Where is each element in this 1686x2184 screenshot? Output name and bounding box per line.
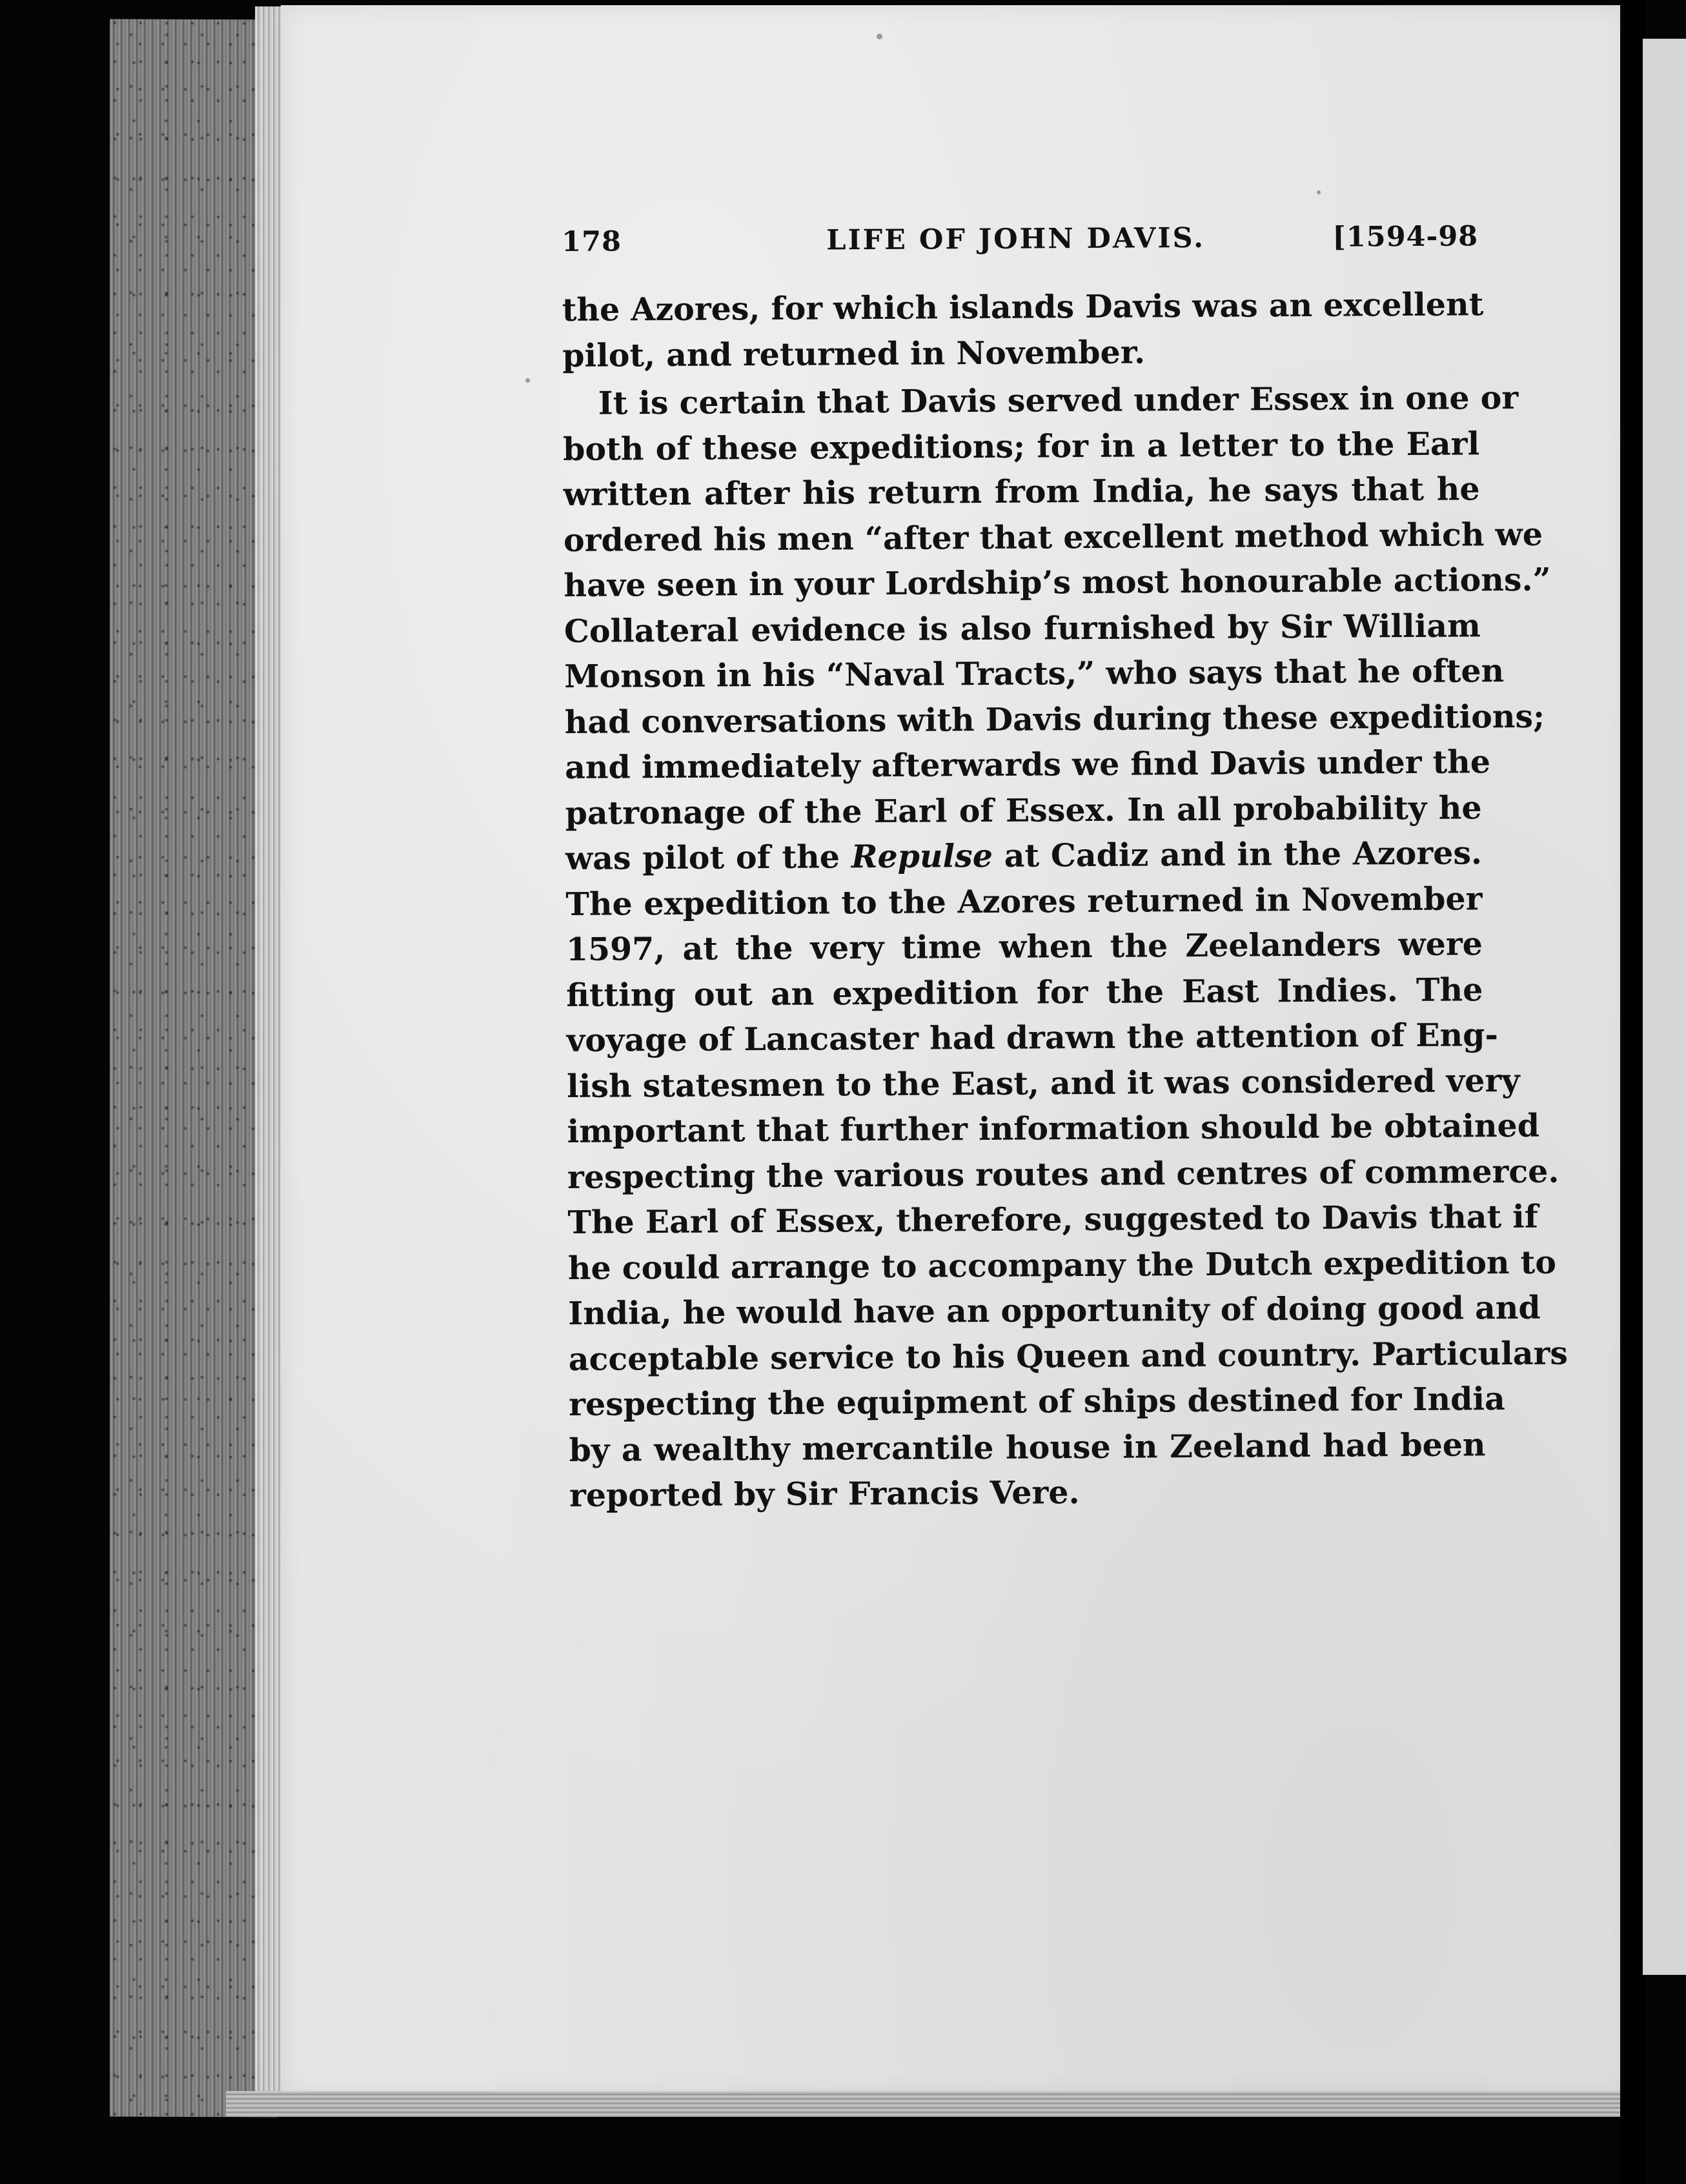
text-line: Collateral evidence is also furnished by Sir William <box>564 606 1481 650</box>
paragraph-2 <box>562 375 1569 1518</box>
text-line: India, he would have an opportunity of doing good and <box>568 1288 1541 1332</box>
page-number: 178 <box>562 225 622 258</box>
text-line-with-italic <box>565 830 1482 881</box>
text-line: had conversations with Davis during these expeditions; <box>564 697 1545 741</box>
text-line: reported by Sir Francis Vere. <box>569 1473 1080 1514</box>
text-line: Monson in his “Naval Tracts,” who says that he often <box>564 652 1505 695</box>
text-line: The expedition to the Azores returned in November <box>565 879 1483 923</box>
ink-speck <box>525 378 530 383</box>
text-fragment: at Cadiz and in the Azores. <box>1004 834 1483 875</box>
ink-speck <box>877 34 882 39</box>
text-line: acceptable service to his Queen and country. Particulars <box>568 1334 1569 1378</box>
text-line: patronage of the Earl of Essex. In all probability he <box>565 788 1482 832</box>
text-line: both of these expeditions; for in a letter to the Earl <box>562 424 1480 468</box>
gutter-shadow <box>1620 0 1646 2184</box>
running-title: LIFE OF JOHN DAVIS. <box>826 221 1206 257</box>
ink-speck <box>1317 190 1321 194</box>
text-fragment: was pilot of the <box>565 838 840 877</box>
ship-name-italic: Repulse <box>851 836 993 876</box>
facing-page-edge <box>1643 39 1686 1975</box>
text-line: 1597, at the very time when the Zeelanders were <box>565 925 1483 968</box>
text-line: important that further information should be obtained <box>567 1106 1540 1150</box>
text-line: the Azores, for which islands Davis was an excellent <box>562 285 1484 329</box>
text-line: pilot, and returned in November. <box>562 332 1146 374</box>
text-line: written after his return from India, he says that he <box>563 470 1480 513</box>
text-line: have seen in your Lordship’s most honourable actions.” <box>564 560 1551 604</box>
paragraph-1 <box>562 281 1484 378</box>
running-head <box>562 217 1479 287</box>
page-bottom-edge <box>226 2091 1630 2117</box>
text-line: It is certain that Davis served under Essex in one or <box>598 378 1519 422</box>
text-line: by a wealthy mercantile house in Zeeland had been <box>569 1425 1486 1469</box>
text-line: voyage of Lancaster had drawn the attention of Eng- <box>566 1016 1498 1059</box>
text-line: and immediately afterwards we find Davis under the <box>564 743 1491 786</box>
book-page-edges <box>110 19 279 2118</box>
text-line: The Earl of Essex, therefore, suggested to Davis that if <box>567 1197 1539 1241</box>
page-stack-edge <box>255 6 284 2104</box>
text-line: respecting the equipment of ships destined for India <box>569 1380 1505 1423</box>
text-line: lish statesmen to the East, and it was considered very <box>566 1061 1520 1105</box>
text-line: he could arrange to accompany the Dutch expedition to <box>567 1243 1557 1287</box>
text-line: ordered his men “after that excellent method which we <box>563 515 1543 559</box>
date-range: [1594-98 <box>1332 220 1479 254</box>
text-line: fitting out an expedition for the East Indies. The <box>566 970 1483 1014</box>
text-line: respecting the various routes and centres of commerce. <box>567 1152 1559 1196</box>
page-text-block <box>562 217 1569 1518</box>
